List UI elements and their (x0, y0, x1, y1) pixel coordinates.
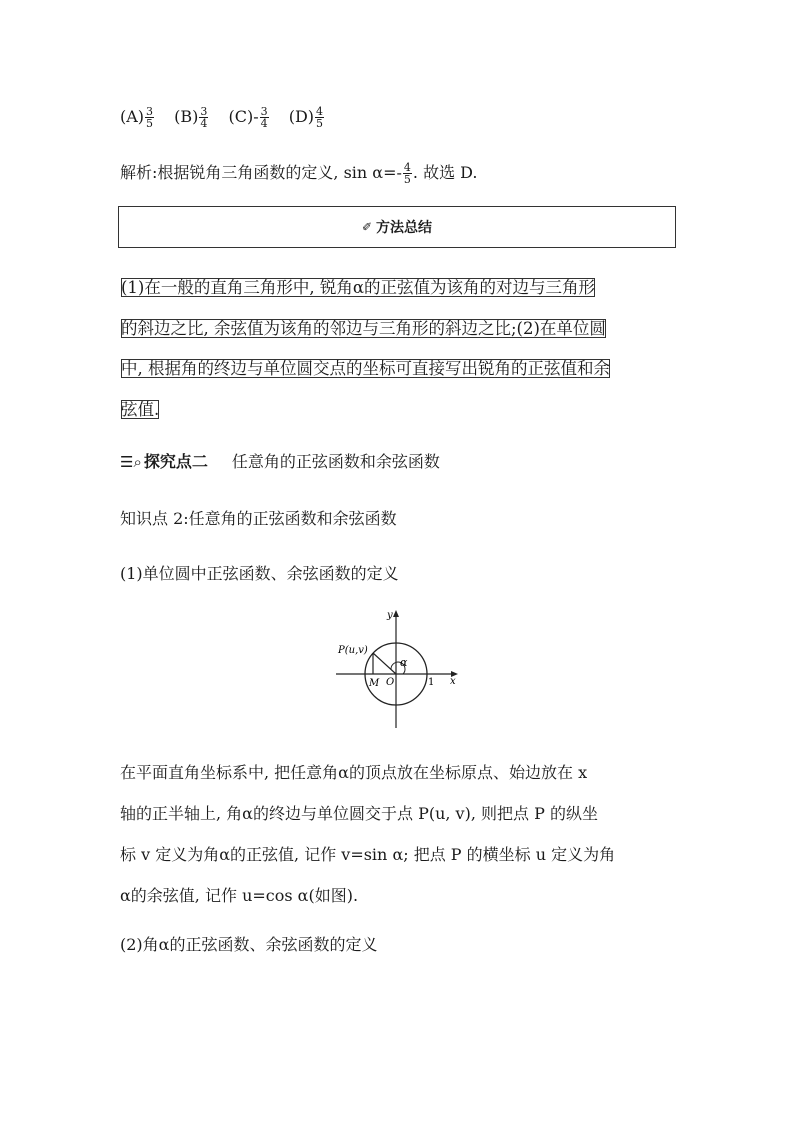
section1-heading: (1)单位圆中正弦函数、余弦函数的定义 (120, 564, 399, 583)
label-m: M (369, 678, 380, 689)
option-a: (A) $\frac{3}{5}$ (120, 105, 154, 130)
unit-circle-svg (330, 604, 470, 732)
definition-line: 在平面直角坐标系中, 把任意角α的顶点放在坐标原点、始边放在 x (120, 763, 588, 782)
magnifier-icon: ☰⌕ (120, 453, 142, 471)
explore-label: 探究点二 (143, 452, 208, 471)
label-x: x (450, 676, 456, 687)
pen-icon: ✐ (361, 220, 373, 234)
definition-line: α的余弦值, 记作 u=cos α(如图). (120, 886, 359, 905)
label-y: y (387, 610, 393, 621)
answer-options (120, 104, 339, 130)
section2-heading: (2)角α的正弦函数、余弦函数的定义 (120, 935, 378, 954)
explore-heading (120, 449, 440, 475)
analysis-text: 解析:根据锐角三角函数的定义, sin α=- $\frac{4}{5}$ . 故选 D. (120, 161, 478, 186)
label-p: P(u,v) (338, 645, 368, 656)
definition-line: 轴的正半轴上, 角α的终边与单位圆交于点 P(u, v), 则把点 P 的纵坐 (120, 804, 598, 823)
summary-line: 的斜边之比, 余弦值为该角的邻边与三角形的斜边之比;(2)在单位圆 (121, 318, 606, 338)
summary-line: 中, 根据角的终边与单位圆交点的坐标可直接写出锐角的正弦值和余 (121, 359, 610, 378)
option-c: (C)- $\frac{3}{4}$ (228, 105, 268, 130)
method-summary-title: 方法总结 (376, 220, 433, 236)
label-o: O (386, 677, 395, 688)
definition-line: 标 v 定义为角α的正弦值, 记作 v=sin α; 把点 P 的横坐标 u 定义为角 (120, 845, 616, 864)
definition-paragraph (120, 752, 680, 916)
unit-circle-figure (330, 604, 470, 736)
option-d: (D) $\frac{4}{5}$ (288, 105, 324, 130)
label-alpha: α (400, 656, 408, 669)
summary-paragraph (120, 268, 676, 430)
knowledge-point: 知识点 2:任意角的正弦函数和余弦函数 (120, 509, 397, 528)
summary-line: 弦值. (121, 399, 160, 419)
y-axis-arrow (393, 610, 399, 617)
method-summary-box (118, 206, 676, 248)
summary-line: (1)在一般的直角三角形中, 锐角α的正弦值为该角的对边与三角形 (121, 278, 596, 297)
option-b: (B) $\frac{3}{4}$ (174, 105, 208, 130)
explore-title: 任意角的正弦函数和余弦函数 (231, 452, 440, 471)
label-one: 1 (428, 677, 435, 688)
terminal-side (373, 653, 396, 674)
